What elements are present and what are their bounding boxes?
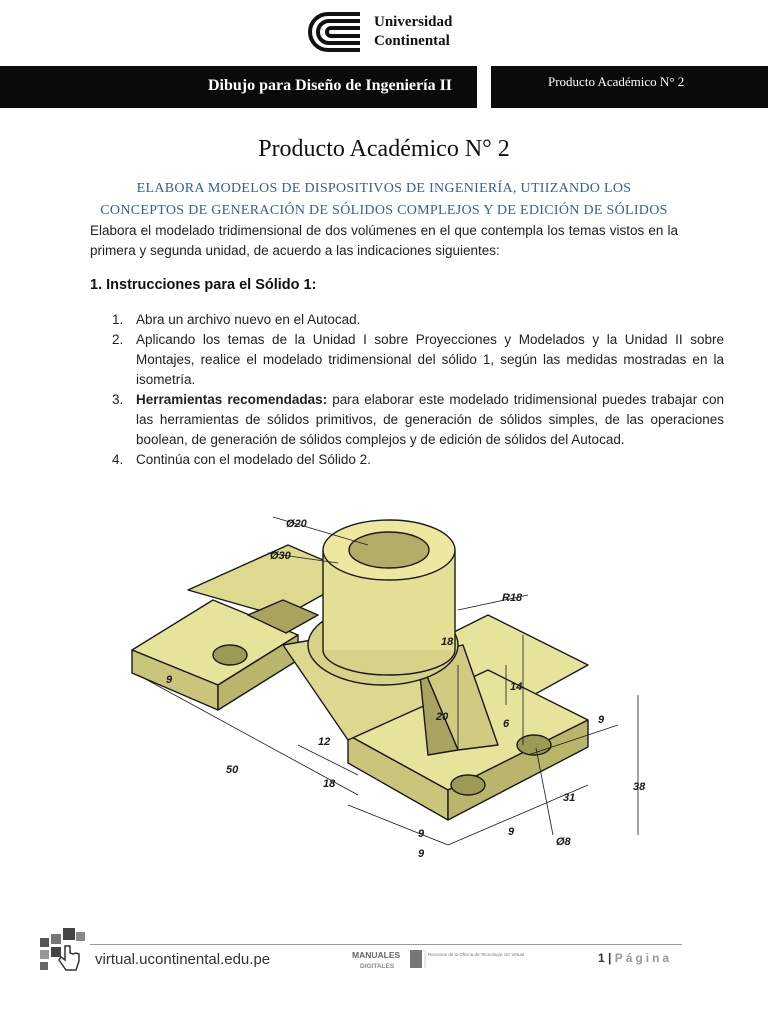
dim-38: 38 [633, 781, 646, 793]
intro-paragraph: Elabora el modelado tridimensional de dos volúmenes en el que contempla los temas vistos en la primera y segunda unidad, de acuerdo a las indicaciones siguientes: [90, 223, 678, 258]
badge-sub-text: DIGITALES [360, 963, 395, 970]
course-header-bar [0, 66, 477, 108]
dim-diameter-30: Ø30 [270, 550, 291, 562]
product-header-bar [491, 66, 768, 108]
list-number: 4. [112, 452, 124, 467]
dim-18-base: 18 [323, 778, 336, 790]
logo-c-icon [306, 10, 366, 54]
list-item [112, 310, 724, 330]
badge-note: Recursos de la Oficina de Tecnología UC Virtual [428, 952, 525, 957]
manuales-digitales-logo [352, 948, 525, 972]
page-indicator [598, 951, 672, 965]
dim-9-base-c: 9 [418, 848, 425, 860]
dim-9-base-b: 9 [508, 826, 515, 838]
badge-main-text: MANUALES [352, 950, 401, 960]
section-heading: 1. Instrucciones para el Sólido 1: [90, 277, 317, 293]
dim-6: 6 [503, 718, 510, 730]
list-text: para elaborar este modelado tridimensional puedes trabajar con las herramientas de sólidos primitivos, de generación de sólidos simples, de las operaciones boolean, de generación de sólidos complejos y de edición de sólidos del Autocad. [136, 392, 724, 447]
list-text: Aplicando los temas de la Unidad I sobre Proyecciones y Modelados y la Unidad II sobre Montajes, realice el modelado tridimensional del sólido 1, según las medidas mostradas en la isometría. [136, 332, 724, 387]
touch-hand-icon [38, 928, 94, 974]
page-word: Página [614, 951, 673, 965]
list-item [112, 450, 724, 470]
dim-50: 50 [226, 764, 239, 776]
university-logo [306, 10, 476, 56]
footer-divider [90, 944, 682, 945]
list-number: 2. [112, 332, 124, 347]
product-label: Producto Académico N° 2 [548, 74, 685, 89]
footer-url[interactable]: virtual.ucontinental.edu.pe [95, 951, 271, 968]
list-item [112, 330, 724, 390]
dim-9-left: 9 [166, 674, 173, 686]
logo-line-2: Continental [374, 33, 450, 49]
dim-radius-18: R18 [502, 592, 523, 604]
dim-20: 20 [436, 711, 449, 723]
dim-diameter-8: Ø8 [556, 836, 571, 848]
list-bold-text: Herramientas recomendadas: [136, 392, 328, 407]
list-text: Continúa con el modelado del Sólido 2. [136, 452, 371, 467]
logo-line-1: Universidad [374, 14, 453, 30]
page-number: 1 [598, 951, 605, 965]
list-number: 1. [112, 312, 124, 327]
dim-14: 14 [510, 681, 523, 693]
dim-12: 12 [318, 736, 331, 748]
subtitle-line-2: CONCEPTOS DE GENERACIÓN DE SÓLIDOS COMPLEJOS Y DE EDICIÓN DE SÓLIDOS [100, 203, 668, 218]
dim-diameter-20: Ø20 [286, 518, 307, 530]
list-text: Abra un archivo nuevo en el Autocad. [136, 312, 361, 327]
subtitle-line-1: ELABORA MODELOS DE DISPOSITIVOS DE INGENIERÍA, UTIIZANDO LOS [136, 181, 632, 196]
page-separator: | [608, 951, 612, 965]
dim-9-base-a: 9 [418, 828, 425, 840]
instruction-list [90, 310, 724, 470]
isometric-drawing [118, 505, 658, 875]
dim-18: 18 [441, 636, 454, 648]
document-title: Producto Académico N° 2 [258, 136, 510, 162]
list-item [112, 390, 724, 450]
list-number: 3. [112, 392, 124, 407]
dim-9-right: 9 [598, 714, 605, 726]
dim-31: 31 [563, 792, 576, 804]
course-title: Dibujo para Diseño de Ingeniería II [208, 77, 453, 94]
